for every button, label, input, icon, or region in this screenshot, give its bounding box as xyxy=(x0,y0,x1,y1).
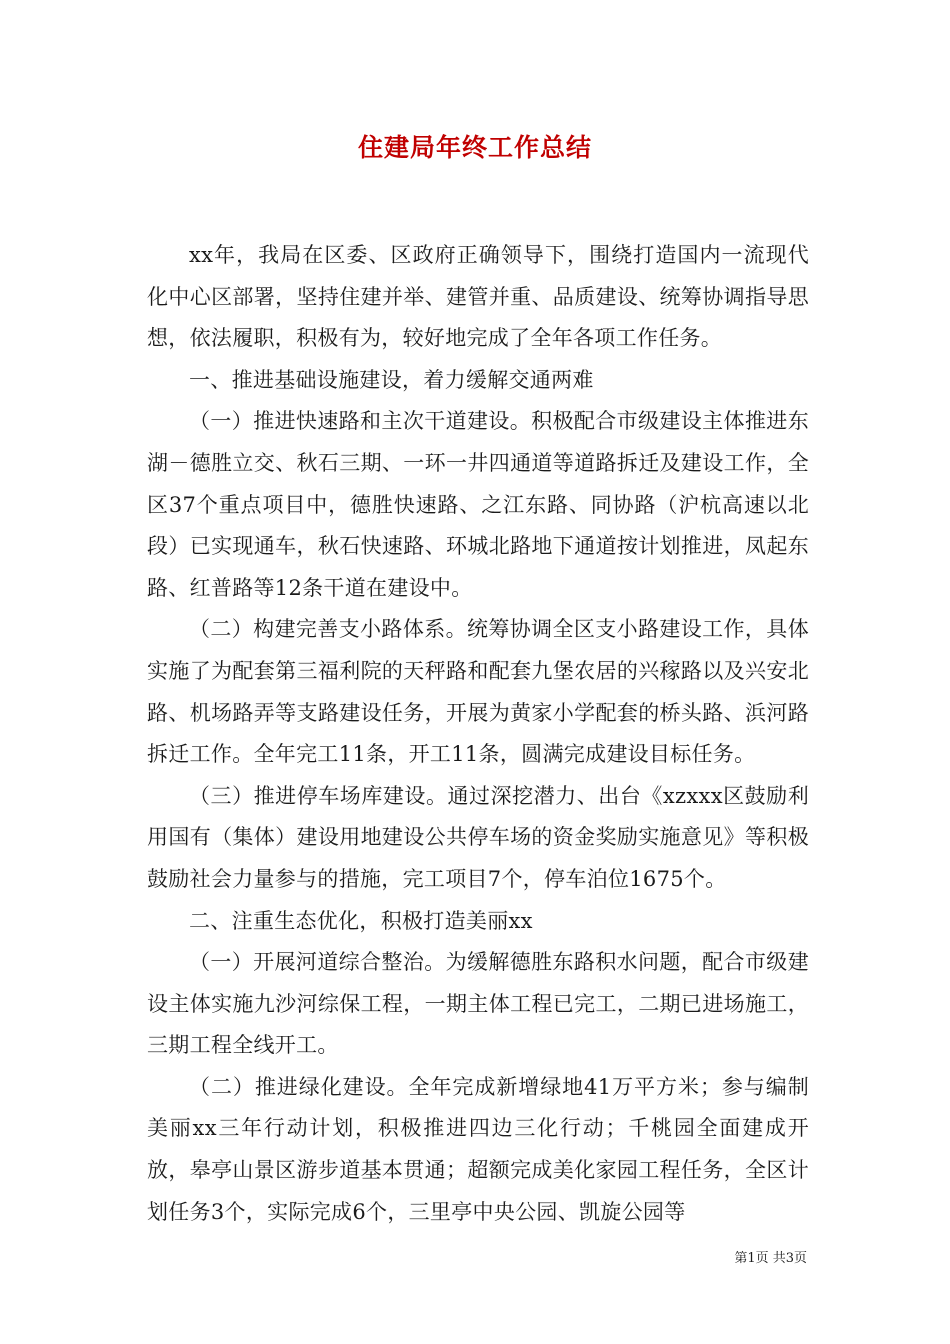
page-number: 第1页 共3页 xyxy=(734,1251,807,1266)
document-title: 住建局年终工作总结 xyxy=(357,133,592,162)
paragraph-2-2: （二）推进绿化建设。全年完成新增绿地41万平方米；参与编制美丽xx三年行动计划，积极推进四边三化行动；千桃园全面建成开放，皋亭山景区游步道基本贯通；超额完成美化家园工程任务，全区计划任务3个，实际完成6个，三里亭中央公园、凯旋公园等 xyxy=(147,1074,809,1224)
section-heading-1: 一、推进基础设施建设，着力缓解交通两难 xyxy=(189,367,594,392)
paragraph-1-2: （二）构建完善支小路体系。统筹协调全区支小路建设工作，具体实施了为配套第三福利院的天秤路和配套九堡农居的兴稼路以及兴安北路、机场路弄等支路建设任务，开展为黄家小学配套的桥头路、浜河路拆迁工作。全年完工11条，开工11条，圆满完成建设目标任务。 xyxy=(147,617,809,767)
paragraph-1-1: （一）推进快速路和主次干道建设。积极配合市级建设主体推进东湖－德胜立交、秋石三期、一环一井四通道等道路拆迁及建设工作，全区37个重点项目中，德胜快速路、之江东路、同协路（沪杭高速以北段）已实现通车，秋石快速路、环城北路地下通道按计划推进，凤起东路、红普路等12条干道在建设中。 xyxy=(147,409,809,600)
section-heading-2: 二、注重生态优化，积极打造美丽xx xyxy=(189,908,533,933)
paragraph-2-1: （一）开展河道综合整治。为缓解德胜东路积水问题，配合市级建设主体实施九沙河综保工程，一期主体工程已完工，二期已进场施工，三期工程全线开工。 xyxy=(147,950,809,1058)
paragraph-1-3: （三）推进停车场库建设。通过深挖潜力、出台《xzxxx区鼓励利用国有（集体）建设用地建设公共停车场的资金奖励实施意见》等积极鼓励社会力量参与的措施，完工项目7个，停车泊位1675个。 xyxy=(147,783,809,891)
paragraph-intro: xx年，我局在区委、区政府正确领导下，围绕打造国内一流现代化中心区部署，坚持住建并举、建管并重、品质建设、统筹协调指导思想，依法履职，积极有为，较好地完成了全年各项工作任务。 xyxy=(147,243,809,351)
document-body xyxy=(147,235,809,1233)
